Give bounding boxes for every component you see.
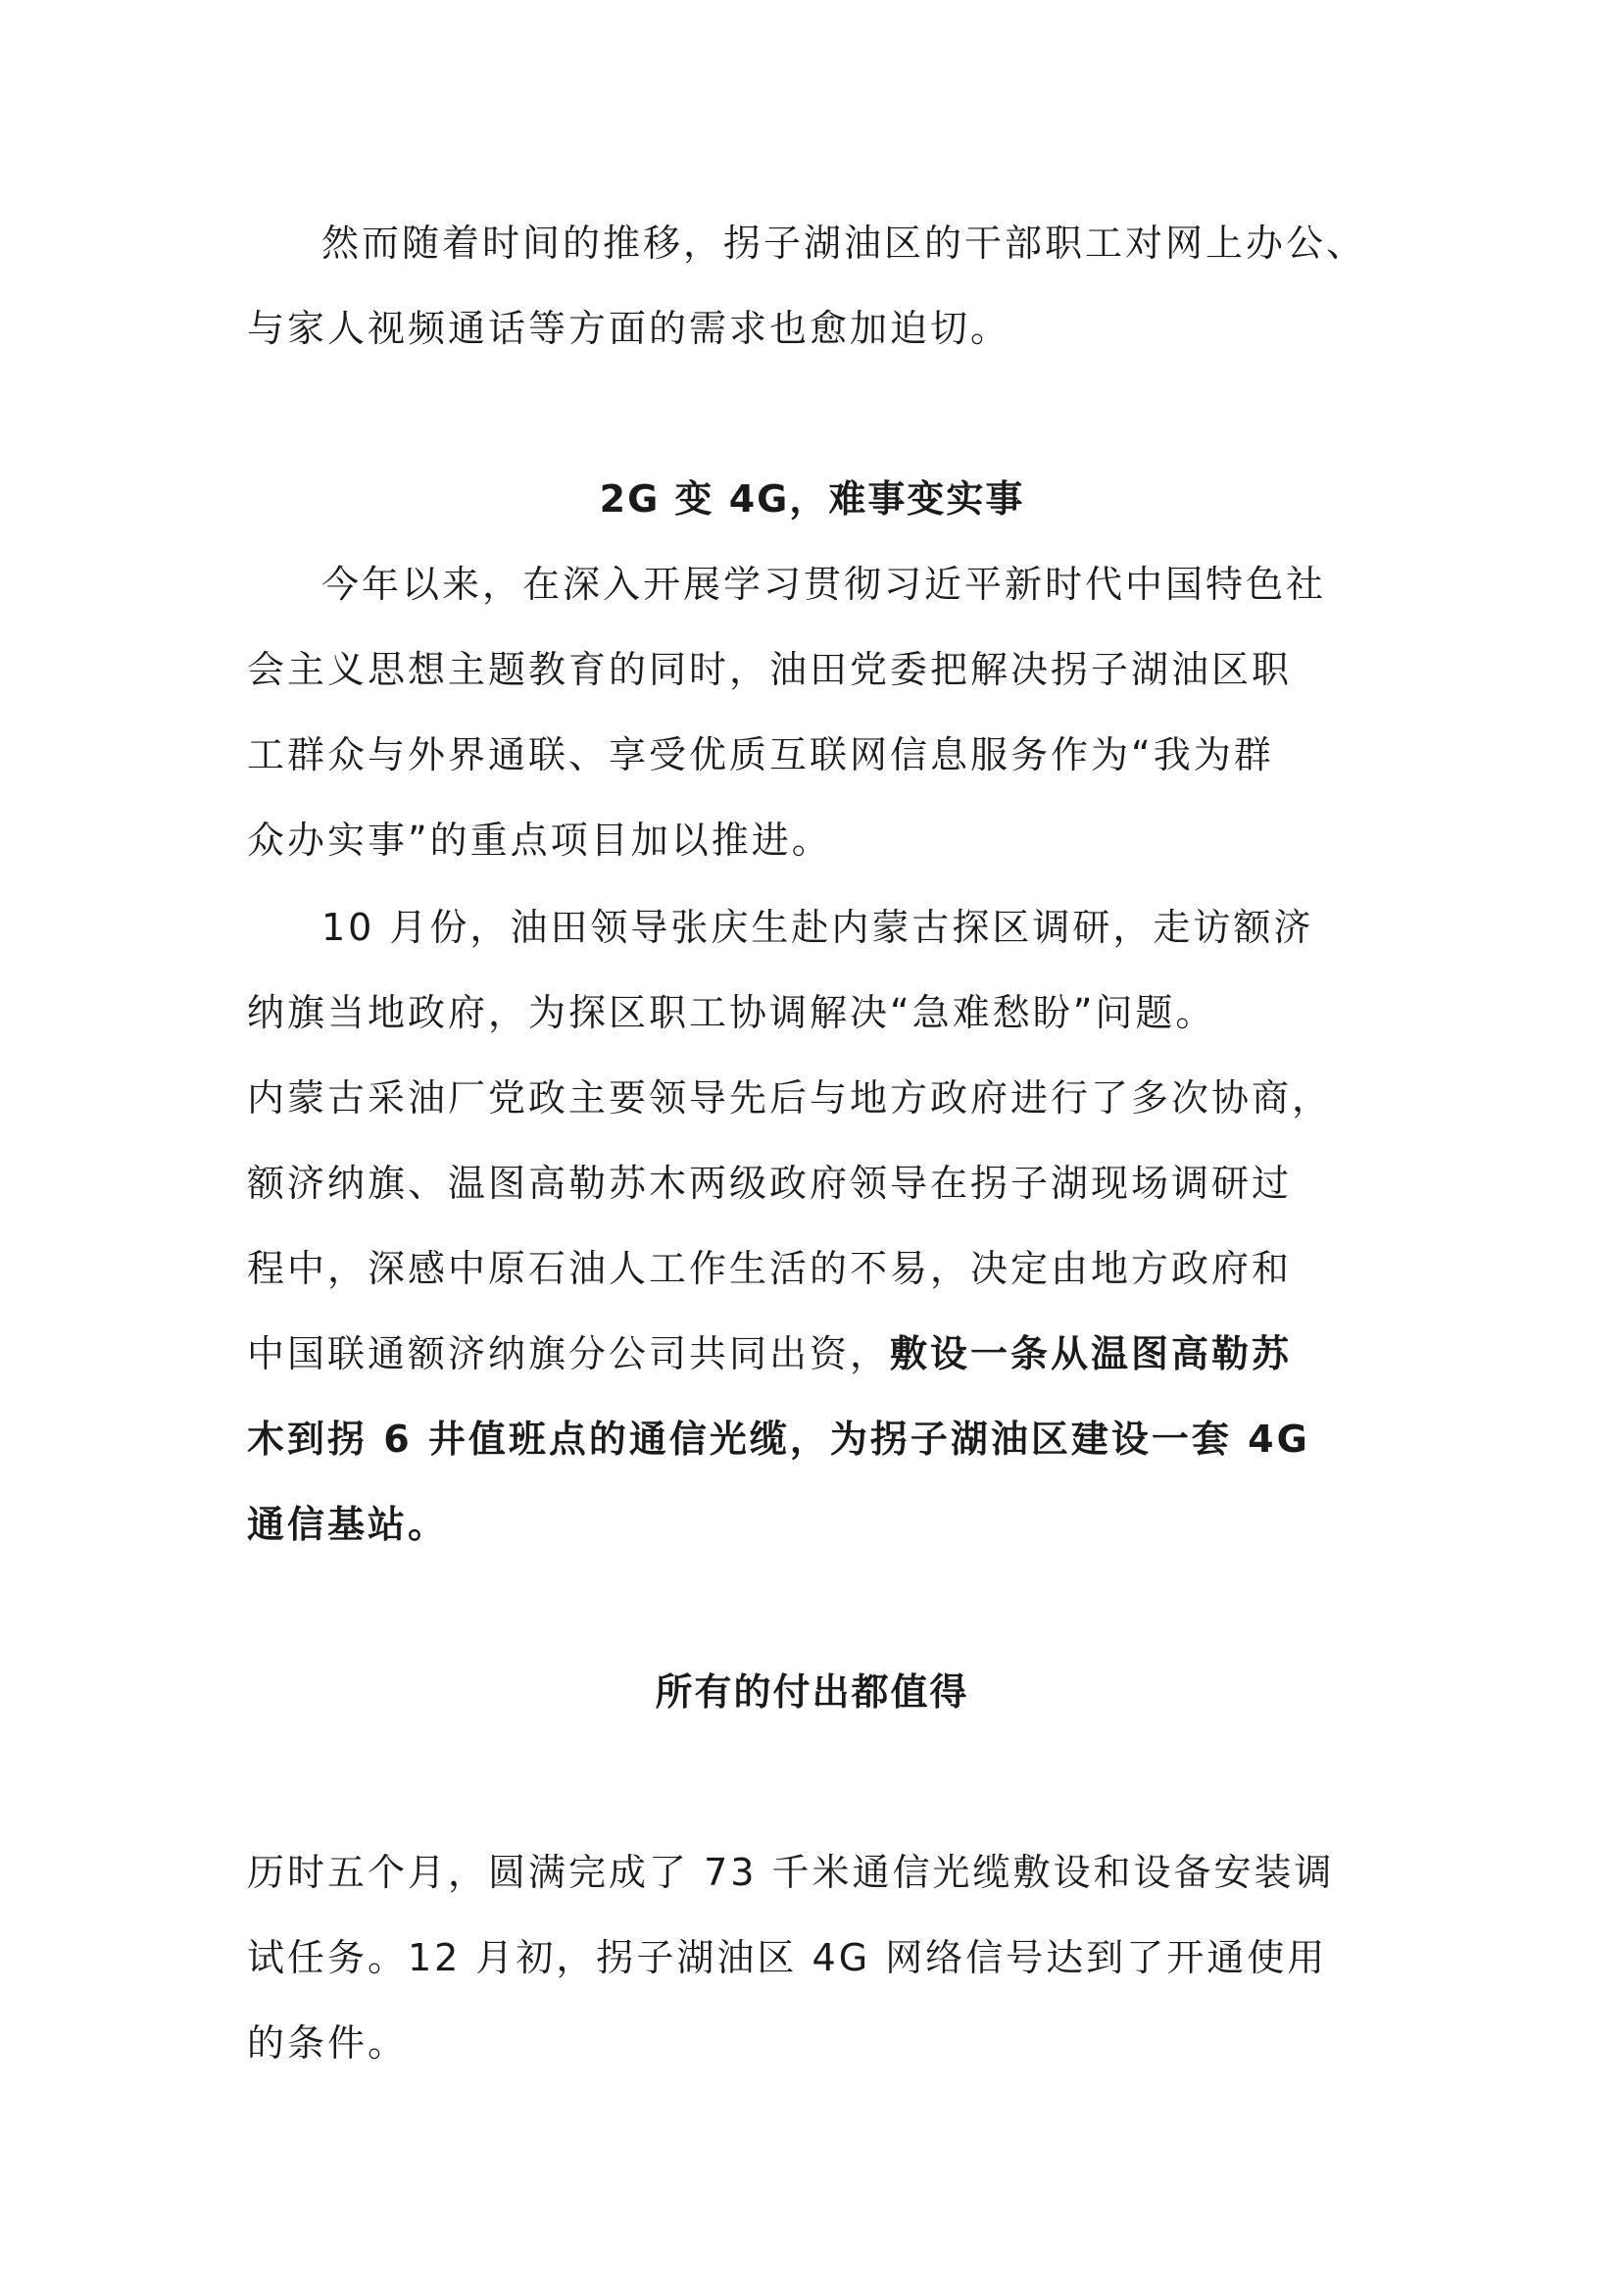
text-line: 工群众与外界通联、享受优质互联网信息服务作为“我为群: [247, 733, 1274, 776]
bold-text-span: 敷设一条从温图高勒苏: [890, 1332, 1293, 1375]
paragraph-completion: [247, 1830, 1403, 2086]
text-line: [247, 1312, 1403, 1397]
text-line: 今年以来，在深入开展学习贯彻习近平新时代中国特色社: [321, 563, 1327, 606]
text-line: 额济纳旗、温图高勒苏木两级政府领导在拐子湖现场调研过: [247, 1162, 1293, 1205]
bold-text-line: 通信基站。: [247, 1503, 449, 1546]
text-line: 试任务。12 月初，拐子湖油区 4G 网络信号达到了开通使用: [247, 1936, 1328, 1979]
text-line: 内蒙古采油厂党政主要领导先后与地方政府进行了多次协商，: [247, 1076, 1333, 1120]
paragraph-party-initiative: [247, 542, 1403, 883]
text-span: 中国联通额济纳旗分公司共同出资，: [247, 1332, 891, 1375]
section-heading-2g-to-4g: 2G 变 4G，难事变实事: [599, 477, 1025, 521]
text-line: 与家人视频通话等方面的需求也愈加迫切。: [247, 307, 1011, 350]
text-line: 的条件。: [247, 2021, 409, 2065]
text-line: 会主义思想主题教育的同时，油田党委把解决拐子湖油区职: [247, 648, 1293, 691]
text-line: 然而随着时间的推移，拐子湖油区的干部职工对网上办公、: [321, 222, 1367, 265]
bold-text-line: 木到拐 6 井值班点的通信光缆，为拐子湖油区建设一套 4G: [247, 1418, 1310, 1461]
paragraph-october-visit: [247, 885, 1403, 1056]
text-line: 众办实事”的重点项目加以推进。: [247, 819, 832, 862]
text-line: 纳旗当地政府，为探区职工协调解决“急难愁盼”问题。: [247, 991, 1216, 1034]
section-heading-worth-it: 所有的付出都值得: [655, 1670, 969, 1714]
text-line: 历时五个月，圆满完成了 73 千米通信光缆敷设和设备安装调: [247, 1851, 1335, 1894]
text-line: 程中，深感中原石油人工作生活的不易，决定由地方政府和: [247, 1247, 1293, 1290]
text-line: 10 月份，油田领导张庆生赴内蒙古探区调研，走访额济: [321, 906, 1314, 949]
paragraph-office-needs: [247, 201, 1403, 372]
paragraph-cable-decision: [247, 1056, 1403, 1568]
